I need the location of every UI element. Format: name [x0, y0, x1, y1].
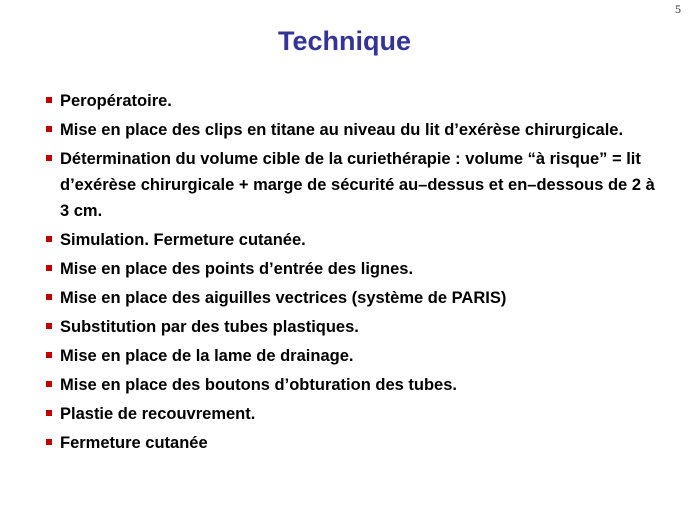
bullet-text: Mise en place des clips en titane au niveau du lit d’exérèse chirurgicale. [60, 121, 624, 139]
bullet-item-boutons [40, 372, 660, 398]
square-bullet-icon [46, 236, 52, 242]
bullet-text: Peropératoire. [60, 92, 172, 110]
slide-title: Technique [277, 26, 411, 56]
bullet-text: Plastie de recouvrement. [60, 405, 256, 423]
bullet-text: Substitution par des tubes plastiques. [60, 318, 359, 336]
square-bullet-icon [46, 126, 52, 132]
bullet-list [40, 88, 660, 459]
bullet-item-fermeture [40, 430, 660, 456]
bullet-text: Mise en place des points d’entrée des lignes. [60, 260, 414, 278]
bullet-text: Fermeture cutanée [60, 434, 208, 452]
square-bullet-icon [46, 155, 52, 161]
square-bullet-icon [46, 265, 52, 271]
bullet-item-aiguilles [40, 285, 660, 311]
bullet-item-substitution [40, 314, 660, 340]
slide-number: 5 [675, 2, 681, 16]
bullet-item-plastie [40, 401, 660, 427]
bullet-text: Mise en place des aiguilles vectrices (système de PARIS) [60, 289, 507, 307]
bullet-item-drainage [40, 343, 660, 369]
bullet-item-simulation [40, 227, 660, 253]
bullet-text: Mise en place de la lame de drainage. [60, 347, 354, 365]
square-bullet-icon [46, 381, 52, 387]
bullet-text: Simulation. Fermeture cutanée. [60, 231, 306, 249]
bullet-item-peroperatoire [40, 88, 660, 114]
square-bullet-icon [46, 294, 52, 300]
square-bullet-icon [46, 97, 52, 103]
bullet-text: Mise en place des boutons d’obturation des tubes. [60, 376, 457, 394]
bullet-item-points-entree [40, 256, 660, 282]
square-bullet-icon [46, 439, 52, 445]
bullet-item-clips [40, 117, 660, 143]
bullet-text: Détermination du volume cible de la curiethérapie : volume “à risque” = lit d’exérèse chirurgicale + marge de sécurité au–dessus et en–dessous de 2 à 3 cm. [60, 150, 655, 220]
square-bullet-icon [46, 352, 52, 358]
square-bullet-icon [46, 410, 52, 416]
bullet-item-volume-cible [40, 146, 660, 224]
square-bullet-icon [46, 323, 52, 329]
